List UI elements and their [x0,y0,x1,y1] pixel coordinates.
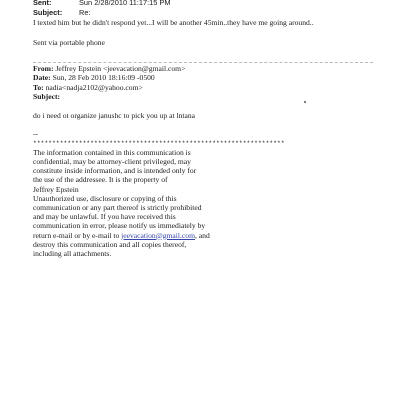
email-link[interactable]: jeevacation@gmail.com [121,230,195,240]
quoted-header [33,64,373,102]
separator-dashes: -- [33,129,39,139]
disclaimer-line: Jeffrey Epstein [33,184,79,194]
message-divider [33,62,373,63]
disclaimer-line: the use of the addressee. It is the property of [33,175,168,185]
date-value: Sun, 28 Feb 2010 18:16:09 -0500 [52,73,155,83]
return-prefix: return e-mail or by e-mail to [33,230,122,240]
to-value: nadia<nadja2102@yahoo.com> [45,82,143,92]
to-row [33,83,373,92]
disclaimer-line: confidential, may be attorney-client privileged, may [33,157,191,166]
disclaimer-line: and may be unlawful. If you have received this [33,212,176,222]
subject-value: Re: [79,7,91,17]
top-header [33,0,373,17]
from-row [33,64,373,73]
return-suffix: , and [194,230,210,240]
from-value: Jeffrey Epstein <jeevacation@gmail.com> [55,64,186,73]
quoted-subject-label: Subject: [33,92,60,102]
reply-message: I texted him but he didn't respond yet...I will be another 45min..they have me going around.. [33,18,314,27]
disclaimer-line: Unauthorized use, disclosure or copying of this [33,193,177,203]
closing-line: including all attachments. [33,249,112,259]
disclaimer-line: The information contained in this communication is [33,147,191,157]
subject-row [33,8,373,18]
date-label: Date: [33,73,51,83]
disclaimer-line: constitute inside information, and is intended only for [33,166,197,176]
quoted-body [33,111,373,258]
reply-signature: Sent via portable phone [33,38,105,47]
return-email-line [33,231,373,240]
from-label: From: [33,64,54,73]
sent-value: Sun 2/28/2010 11:17:15 PM [79,0,171,7]
quoted-message: do i need ot organize janushc to pick you up at lntana [33,111,196,120]
stray-mark [304,101,306,103]
quoted-subject-row [33,92,373,101]
spacer [33,120,373,129]
to-label: To: [33,82,44,92]
sent-label: Sent: [33,0,52,7]
date-row [33,73,373,82]
disclaimer-line: communication in error, please notify us immediately by [33,221,206,231]
closing-line: destroy this communication and all copies thereof, [33,239,187,249]
sent-row [33,0,373,8]
subject-label: Subject: [33,7,63,17]
separator-stars: ****************************************************************** [33,139,285,147]
disclaimer-line: communication or any part thereof is strictly prohibited [33,203,202,213]
